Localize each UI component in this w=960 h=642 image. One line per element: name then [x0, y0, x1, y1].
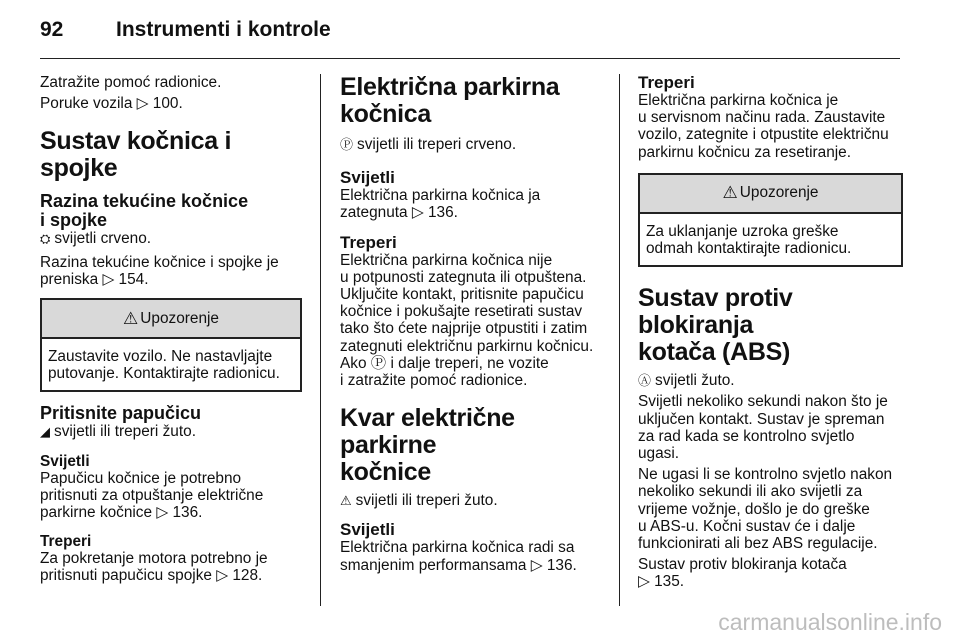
- warning-text: odmah kontaktirajte radionicu.: [646, 240, 852, 258]
- paragraph: smanjenim performansama ▷ 136.: [340, 556, 577, 574]
- paragraph: i zatražite pomoć radionice.: [340, 372, 528, 390]
- parking-brake-icon: Ⓟ: [340, 137, 354, 152]
- column-2: [340, 74, 608, 574]
- brake-fault-icon: ⚠: [340, 493, 352, 509]
- column-divider: [320, 74, 321, 606]
- paragraph: zategnuta ▷ 136.: [340, 204, 458, 222]
- paragraph: svijetli ili treperi žuto.: [54, 423, 196, 441]
- warning-title: Upozorenje: [739, 184, 819, 202]
- paragraph: ▷ 135.: [638, 573, 685, 591]
- paragraph: parkirnu kočnicu za resetiranje.: [638, 143, 852, 161]
- subsection-heading: Treperi: [638, 73, 695, 92]
- paragraph: Električna parkirna kočnica radi sa: [340, 539, 575, 557]
- pedal-icon: ◢: [40, 424, 50, 440]
- paragraph: za rad kada se kontrolno svjetlo: [638, 427, 855, 445]
- paragraph: u servisnom načinu rada. Zaustavite: [638, 109, 886, 127]
- paragraph: uključen kontakt. Sustav je spreman: [638, 410, 885, 428]
- subsection-heading: Treperi: [340, 232, 397, 252]
- subsection-heading: Treperi: [40, 533, 92, 551]
- paragraph: Električna parkirna kočnica je: [638, 92, 839, 109]
- section-heading: Sustav kočnica i spojke: [40, 127, 232, 183]
- paragraph: svijetli crveno.: [54, 230, 152, 248]
- paragraph: Ne ugasi li se kontrolno svjetlo nakon: [638, 466, 893, 484]
- section-heading: kočnice: [340, 458, 432, 487]
- warning-text: Za uklanjanje uzroka greške: [646, 222, 839, 240]
- paragraph: svijetli ili treperi žuto.: [355, 492, 498, 510]
- paragraph: parkirne kočnice ▷ 136.: [40, 504, 203, 522]
- subsection-heading: Svijetli: [340, 168, 395, 188]
- subsection-heading: Razina tekućine kočnice: [40, 191, 249, 212]
- header-rule: [40, 58, 900, 59]
- subsection-heading: Svijetli: [40, 452, 90, 470]
- warning-box: [638, 173, 903, 267]
- warning-box: [40, 298, 302, 392]
- paragraph: u potpunosti zategnuta ili otpuštena.: [340, 268, 587, 286]
- section-heading: Sustav protiv blokiranja: [638, 284, 793, 340]
- page-title: Instrumenti i kontrole: [116, 18, 331, 41]
- column-1: [40, 74, 302, 585]
- paragraph: tako što ćete najprije otpustiti i zatim: [340, 320, 588, 338]
- paragraph: svijetli žuto.: [655, 372, 735, 390]
- paragraph: Sustav protiv blokiranja kotača: [638, 556, 847, 574]
- warning-text: Zaustavite vozilo. Ne nastavljajte: [48, 348, 273, 366]
- page-number: 92: [40, 18, 64, 41]
- warning-title: Upozorenje: [140, 309, 219, 327]
- watermark: carmanualsonline.info: [718, 609, 942, 635]
- brake-fluid-icon: ⛭: [40, 231, 51, 247]
- paragraph: vozilo, zategnite i otpustite električnu: [638, 126, 889, 144]
- warning-text: putovanje. Kontaktirajte radionicu.: [48, 365, 280, 383]
- paragraph: Razina tekućine kočnice i spojke je: [40, 253, 279, 271]
- column-divider: [619, 74, 620, 606]
- paragraph: pritisnuti za otpuštanje električne: [40, 486, 264, 504]
- warning-triangle-icon: ⚠: [123, 308, 139, 328]
- subsection-heading: i spojke: [40, 210, 108, 231]
- warning-triangle-icon: ⚠: [722, 183, 738, 203]
- paragraph: Svijetli nekoliko sekundi nakon što je: [638, 393, 888, 411]
- paragraph: Poruke vozila ▷ 100.: [40, 95, 183, 113]
- paragraph: kočnice i pokušajte resetirati sustav: [340, 303, 583, 321]
- section-heading: kotača (ABS): [638, 338, 790, 367]
- section-heading: Kvar električne parkirne: [340, 404, 515, 460]
- subsection-heading: Svijetli: [340, 520, 395, 540]
- paragraph: ugasi.: [638, 445, 680, 463]
- section-heading: Električna parkirna kočnica: [340, 73, 560, 128]
- paragraph: funkcionirati ali bez ABS regulacije.: [638, 535, 878, 553]
- paragraph: nekoliko sekundi ili ako svijetli za: [638, 483, 863, 501]
- paragraph: Papučicu kočnice je potrebno: [40, 469, 242, 487]
- paragraph: Električna parkirna kočnica ja: [340, 187, 541, 205]
- abs-icon: Ⓐ: [638, 373, 652, 389]
- column-3: [638, 74, 903, 591]
- paragraph: Električna parkirna kočnica nije: [340, 251, 553, 269]
- paragraph: preniska ▷ 154.: [40, 270, 149, 288]
- paragraph: Zatražite pomoć radionice.: [40, 74, 222, 91]
- paragraph: svijetli ili treperi crveno.: [357, 136, 517, 153]
- subsection-heading: Pritisnite papučicu: [40, 403, 202, 424]
- paragraph: Ako Ⓟ i dalje treperi, ne vozite: [340, 354, 549, 372]
- paragraph: u ABS-u. Kočni sustav će i dalje: [638, 517, 856, 535]
- paragraph: zategnuti električnu parkirnu kočnicu.: [340, 337, 594, 355]
- paragraph: Uključite kontakt, pritisnite papučicu: [340, 286, 584, 304]
- paragraph: vrijeme vožnje, došlo je do greške: [638, 500, 870, 518]
- paragraph: pritisnuti papučicu spojke ▷ 128.: [40, 567, 263, 585]
- paragraph: Za pokretanje motora potrebno je: [40, 550, 268, 568]
